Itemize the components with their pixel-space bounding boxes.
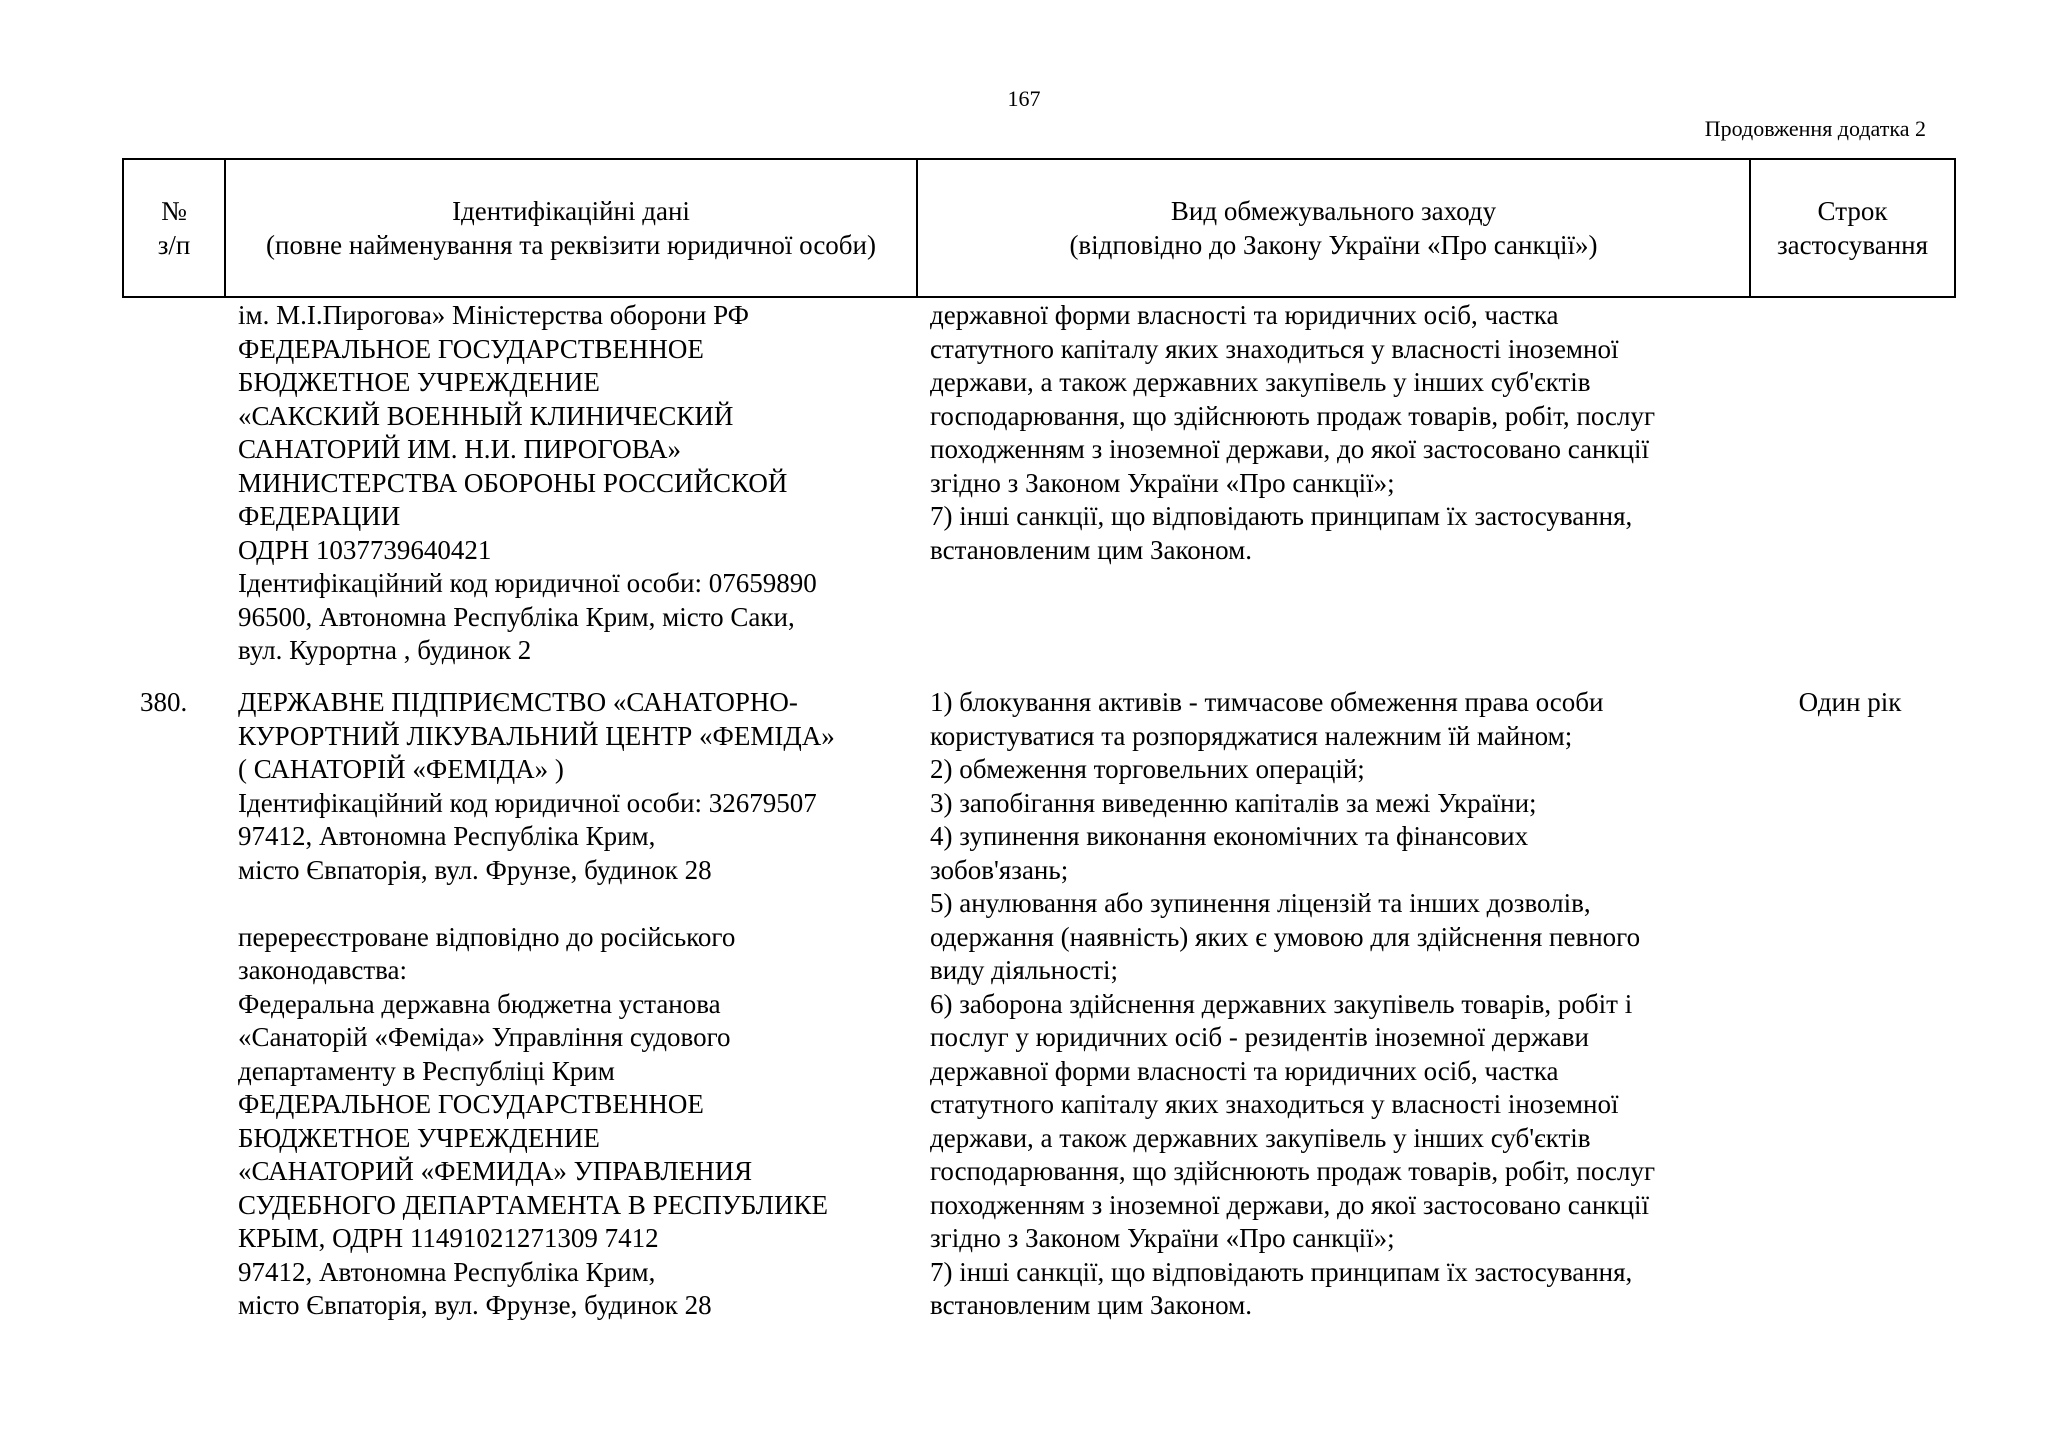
text-line: згідно з Законом України «Про санкції»; [930, 1223, 1395, 1253]
text-line: СУДЕБНОГО ДЕПАРТАМЕНТА В РЕСПУБЛИКЕ [238, 1189, 828, 1220]
page-number: 167 [1007, 86, 1041, 111]
text-line: САНАТОРИЙ ИМ. Н.И. ПИРОГОВА» [238, 434, 682, 464]
text-line: господарювання, що здійснюють продаж товарів, робіт, послуг [930, 400, 1656, 431]
text-line: Ідентифікаційний код юридичної особи: 32679507 [238, 787, 817, 818]
text-line: користуватися та розпоряджатися належним їй майном; [930, 720, 1573, 751]
text-line: встановленим цим Законом. [930, 534, 1252, 565]
text-line: ФЕДЕРАЛЬНОЕ ГОСУДАРСТВЕННОЕ [238, 333, 704, 364]
header-measure [917, 159, 1750, 297]
continuation-note: Продовження додатка 2 [1704, 116, 1926, 141]
text-line: 7) інші санкції, що відповідають принципам їх застосування, [930, 501, 1633, 531]
text-line: ФЕДЕРАЛЬНОЕ ГОСУДАРСТВЕННОЕ [238, 1089, 704, 1119]
text-line: послуг у юридичних осіб - резидентів іноземної держави [930, 1022, 1589, 1052]
entry-number: 380. [140, 687, 188, 717]
header-term-line: застосування [1776, 230, 1929, 260]
text-line: департаменту в Республіці Крим [238, 1055, 615, 1086]
entry-measure [930, 686, 1655, 1323]
text-line: Ідентифікаційний код юридичної особи: 07659890 [238, 568, 817, 598]
text-line: «Санаторій «Феміда» Управління судового [238, 1022, 731, 1052]
header-identification [225, 159, 917, 297]
text-line: встановленим цим Законом. [930, 1290, 1252, 1320]
text-line: ДЕРЖАВНЕ ПІДПРИЄМСТВО «САНАТОРНО- [238, 687, 798, 717]
text-line: статутного капіталу яких знаходиться у власності іноземної [930, 1089, 1619, 1119]
header-measure-line: (відповідно до Закону України «Про санкції») [1069, 230, 1598, 260]
text-line: «САКСКИЙ ВОЕННЫЙ КЛИНИЧЕСКИЙ [238, 400, 734, 431]
header-identification-line: Ідентифікаційні дані [452, 196, 690, 226]
text-line: 4) зупинення виконання економічних та фінансових [930, 821, 1529, 851]
header-identification-line: (повне найменування та реквізити юридичної особи) [266, 230, 876, 260]
text-line: 7) інші санкції, що відповідають принципам їх застосування, [930, 1256, 1633, 1287]
text-line: походженням з іноземної держави, до якої застосовано санкції [930, 434, 1650, 464]
text-line: МИНИСТЕРСТВА ОБОРОНЫ РОССИЙСКОЙ [238, 467, 788, 498]
text-line: господарювання, що здійснюють продаж товарів, робіт, послуг [930, 1156, 1656, 1186]
text-line: статутного капіталу яких знаходиться у власності іноземної [930, 333, 1619, 364]
text-line: 1) блокування активів - тимчасове обмеження права особи [930, 687, 1604, 717]
text-line: БЮДЖЕТНОЕ УЧРЕЖДЕНИЕ [238, 1122, 600, 1153]
text-line: ОДРН 1037739640421 [238, 534, 492, 565]
text-line: виду діяльності; [930, 955, 1119, 985]
text-line: перереєстроване відповідно до російського [238, 921, 736, 952]
text-line: 6) заборона здійснення державних закупівель товарів, робіт і [930, 988, 1633, 1019]
entry-identification [238, 686, 835, 1323]
header-term-line: Строк [1817, 196, 1888, 226]
text-line: КРЫМ, ОДРН 11491021271309 7412 [238, 1223, 659, 1253]
text-line: 2) обмеження торговельних операцій; [930, 754, 1365, 784]
text-line: 96500, Автономна Республіка Крим, місто Саки, [238, 601, 795, 632]
header-measure-line: Вид обмежувального заходу [1170, 196, 1497, 226]
text-line: ФЕДЕРАЦИИ [238, 501, 401, 531]
text-line: держави, а також державних закупівель у інших суб'єктів [930, 367, 1591, 397]
header-term [1750, 159, 1955, 297]
text-line: «САНАТОРИЙ «ФЕМИДА» УПРАВЛЕНИЯ [238, 1156, 753, 1186]
text-line [238, 887, 835, 921]
entry-term: Один рік [1798, 687, 1902, 717]
text-line: походженням з іноземної держави, до якої застосовано санкції [930, 1189, 1650, 1220]
text-line: 3) запобігання виведенню капіталів за межі України; [930, 787, 1537, 818]
text-line: одержання (наявність) яких є умовою для здійснення певного [930, 921, 1641, 952]
text-line: ( САНАТОРІЙ «ФЕМІДА» ) [238, 754, 564, 784]
text-line: згідно з Законом України «Про санкції»; [930, 467, 1395, 498]
text-line: місто Євпаторія, вул. Фрунзе, будинок 28 [238, 854, 712, 885]
header-number-line: з/п [157, 230, 191, 260]
text-line: вул. Курортна , будинок 2 [238, 635, 532, 665]
entry-measure [930, 299, 1655, 567]
header-number [123, 159, 225, 297]
text-line: держави, а також державних закупівель у інших суб'єктів [930, 1122, 1591, 1153]
text-line: КУРОРТНИЙ ЛІКУВАЛЬНИЙ ЦЕНТР «ФЕМІДА» [238, 720, 835, 751]
text-line: 97412, Автономна Республіка Крим, [238, 821, 656, 851]
text-line: державної форми власності та юридичних осіб, частка [930, 1055, 1559, 1086]
table-header [122, 158, 1956, 298]
text-line: 97412, Автономна Республіка Крим, [238, 1256, 656, 1287]
header-number-line: № [161, 196, 187, 226]
text-line: ім. М.І.Пирогова» Міністерства оборони РФ [238, 300, 749, 330]
text-line: законодавства: [238, 955, 408, 985]
text-line: БЮДЖЕТНОЕ УЧРЕЖДЕНИЕ [238, 367, 600, 397]
text-line: місто Євпаторія, вул. Фрунзе, будинок 28 [238, 1290, 712, 1320]
text-line: зобов'язань; [930, 854, 1069, 885]
text-line: Федеральна державна бюджетна установа [238, 988, 721, 1019]
text-line: 5) анулювання або зупинення ліцензій та інших дозволів, [930, 888, 1591, 918]
entry-identification [238, 299, 817, 668]
text-line: державної форми власності та юридичних осіб, частка [930, 300, 1559, 330]
